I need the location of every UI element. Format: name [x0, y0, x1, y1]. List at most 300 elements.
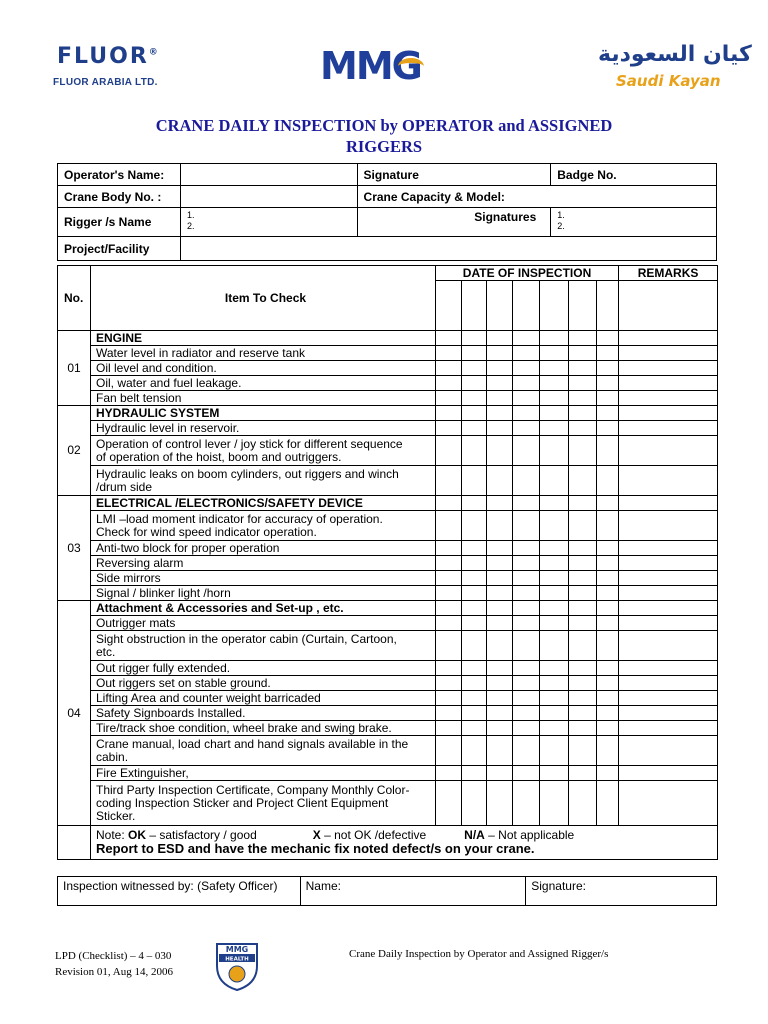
- inspection-day-cell[interactable]: [462, 601, 487, 616]
- inspection-day-cell[interactable]: [597, 736, 619, 766]
- inspection-day-cell[interactable]: [540, 511, 569, 541]
- inspection-day-cell[interactable]: [462, 766, 487, 781]
- inspection-day-cell[interactable]: [487, 766, 513, 781]
- inspection-day-cell[interactable]: [462, 706, 487, 721]
- svg-text:HEALTH: HEALTH: [225, 956, 249, 963]
- inspection-day-cell[interactable]: [540, 586, 569, 601]
- signature-label: Signature: [357, 164, 551, 186]
- remarks-cell[interactable]: [619, 466, 718, 496]
- inspection-day-cell[interactable]: [513, 661, 540, 676]
- inspection-day-cell[interactable]: [569, 361, 597, 376]
- inspection-day-cell[interactable]: [436, 706, 462, 721]
- inspection-day-cell[interactable]: [462, 541, 487, 556]
- inspection-day-cell[interactable]: [436, 406, 462, 421]
- inspection-day-cell[interactable]: [436, 601, 462, 616]
- inspection-day-cell[interactable]: [540, 781, 569, 826]
- inspection-day-cell[interactable]: [513, 496, 540, 511]
- inspection-day-cell[interactable]: [513, 736, 540, 766]
- checklist-item-line: Hydraulic leaks on boom cylinders, out riggers and winch: [96, 466, 399, 481]
- inspection-day-cell[interactable]: [597, 721, 619, 736]
- inspection-day-cell[interactable]: [597, 361, 619, 376]
- inspection-day-cell[interactable]: [597, 406, 619, 421]
- checklist-item: [91, 436, 436, 466]
- inspection-day-cell[interactable]: [513, 421, 540, 436]
- remarks-cell[interactable]: [619, 766, 718, 781]
- checklist-item-line: Out rigger fully extended.: [96, 660, 231, 675]
- inspection-day-cell[interactable]: [597, 586, 619, 601]
- inspection-day-cell[interactable]: [597, 541, 619, 556]
- inspection-day-cell[interactable]: [462, 376, 487, 391]
- inspection-day-cell[interactable]: [436, 571, 462, 586]
- inspection-day-cell[interactable]: [513, 406, 540, 421]
- remarks-cell[interactable]: [619, 361, 718, 376]
- inspection-day-cell[interactable]: [462, 466, 487, 496]
- inspection-day-cell[interactable]: [569, 436, 597, 466]
- inspection-day-cell[interactable]: [569, 631, 597, 661]
- witness-table: [57, 876, 717, 906]
- inspection-day-cell[interactable]: [513, 391, 540, 406]
- signatures-field[interactable]: 1. 2.: [551, 208, 717, 237]
- inspection-day-cell[interactable]: [462, 331, 487, 346]
- inspection-day-cell[interactable]: [436, 436, 462, 466]
- checklist-item-line: Crane manual, load chart and hand signals available in the: [96, 736, 409, 751]
- inspection-day-cell[interactable]: [436, 376, 462, 391]
- remarks-cell[interactable]: [619, 676, 718, 691]
- date-of-inspection-header: DATE OF INSPECTION: [436, 266, 619, 281]
- footer-doc-title: Crane Daily Inspection by Operator and Assigned Rigger/s: [349, 948, 609, 960]
- inspection-day-cell[interactable]: [436, 781, 462, 826]
- inspection-day-cell[interactable]: [597, 466, 619, 496]
- inspection-day-cell[interactable]: [436, 541, 462, 556]
- inspection-day-cell[interactable]: [436, 721, 462, 736]
- inspection-day-cell[interactable]: [569, 616, 597, 631]
- inspection-day-cell[interactable]: [436, 346, 462, 361]
- inspection-day-cell[interactable]: [597, 766, 619, 781]
- inspection-day-cell[interactable]: [597, 331, 619, 346]
- inspection-day-cell[interactable]: [513, 556, 540, 571]
- inspection-day-cell[interactable]: [597, 706, 619, 721]
- remarks-cell[interactable]: [619, 706, 718, 721]
- remarks-cell[interactable]: [619, 346, 718, 361]
- saudi-kayan-arabic-logo: كيان السعودية: [598, 42, 752, 67]
- remarks-cell[interactable]: [619, 781, 718, 826]
- inspection-day-cell[interactable]: [462, 571, 487, 586]
- inspection-day-cell[interactable]: [462, 781, 487, 826]
- inspection-day-cell[interactable]: [540, 571, 569, 586]
- inspection-day-cell[interactable]: [569, 496, 597, 511]
- inspection-day-cell[interactable]: [597, 691, 619, 706]
- inspection-day-cell[interactable]: [513, 361, 540, 376]
- inspection-day-cell[interactable]: [540, 436, 569, 466]
- crane-body-label: Crane Body No. :: [58, 186, 181, 208]
- inspection-day-cell[interactable]: [462, 661, 487, 676]
- inspection-day-cell[interactable]: [569, 376, 597, 391]
- inspection-day-cell[interactable]: [513, 511, 540, 541]
- inspection-day-cell[interactable]: [487, 631, 513, 661]
- inspection-day-cell[interactable]: [569, 281, 597, 331]
- checklist-item-line: Anti-two block for proper operation: [96, 540, 280, 555]
- section-title: ELECTRICAL /ELECTRONICS/SAFETY DEVICE: [91, 496, 436, 511]
- checklist-item: [91, 661, 436, 676]
- inspection-day-cell[interactable]: [487, 436, 513, 466]
- inspection-day-cell[interactable]: [569, 346, 597, 361]
- badge-no-label: Badge No.: [551, 164, 717, 186]
- checklist-item-line: Oil level and condition.: [96, 360, 217, 375]
- inspection-day-cell[interactable]: [436, 691, 462, 706]
- checklist-item-line: Sticker.: [96, 808, 136, 823]
- inspection-day-cell[interactable]: [487, 571, 513, 586]
- inspection-day-cell[interactable]: [540, 616, 569, 631]
- remarks-cell[interactable]: [619, 556, 718, 571]
- inspection-day-cell[interactable]: [436, 361, 462, 376]
- checklist-table: [57, 265, 718, 860]
- checklist-item-line: etc.: [96, 644, 116, 659]
- inspection-day-cell[interactable]: [462, 361, 487, 376]
- remarks-cell[interactable]: [619, 571, 718, 586]
- checklist-item-line: Tire/track shoe condition, wheel brake and swing brake.: [96, 720, 392, 735]
- checklist-item-line: cabin.: [96, 749, 129, 764]
- doc-ref: LPD (Checklist) – 4 – 030: [55, 950, 172, 962]
- inspection-day-cell[interactable]: [462, 421, 487, 436]
- inspection-day-cell[interactable]: [436, 736, 462, 766]
- checklist-item: [91, 736, 436, 766]
- witness-signature-field[interactable]: Signature:: [526, 877, 717, 906]
- inspection-day-cell[interactable]: [462, 391, 487, 406]
- inspection-day-cell[interactable]: [436, 511, 462, 541]
- inspection-day-cell[interactable]: [540, 601, 569, 616]
- checklist-item: [91, 706, 436, 721]
- remarks-cell[interactable]: [619, 661, 718, 676]
- inspection-day-cell[interactable]: [540, 391, 569, 406]
- revision: Revision 01, Aug 14, 2006: [55, 966, 173, 978]
- inspection-day-cell[interactable]: [597, 556, 619, 571]
- inspection-day-cell[interactable]: [462, 556, 487, 571]
- checklist-item: [91, 781, 436, 826]
- inspection-day-cell[interactable]: [487, 496, 513, 511]
- legend-line: Note: OK – satisfactory / good X – not OK /defective N/A – Not applicable: [96, 828, 575, 842]
- inspection-day-cell[interactable]: [513, 571, 540, 586]
- fluor-arabia-label: FLUOR ARABIA LTD.: [53, 77, 158, 88]
- inspection-day-cell[interactable]: [513, 281, 540, 331]
- inspection-day-cell[interactable]: [462, 631, 487, 661]
- inspection-day-cell[interactable]: [597, 511, 619, 541]
- remarks-cell[interactable]: [619, 721, 718, 736]
- inspection-day-cell[interactable]: [513, 436, 540, 466]
- inspection-day-cell[interactable]: [436, 331, 462, 346]
- operator-name-label: Operator's Name:: [58, 164, 181, 186]
- inspection-day-cell[interactable]: [487, 391, 513, 406]
- section-title: Attachment & Accessories and Set-up , etc.: [91, 601, 436, 616]
- inspection-day-cell[interactable]: [513, 676, 540, 691]
- inspection-day-cell[interactable]: [436, 676, 462, 691]
- inspection-day-cell[interactable]: [487, 616, 513, 631]
- inspection-day-cell[interactable]: [569, 661, 597, 676]
- inspection-day-cell[interactable]: [513, 616, 540, 631]
- inspection-day-cell[interactable]: [597, 391, 619, 406]
- checklist-item: [91, 466, 436, 496]
- inspection-day-cell[interactable]: [597, 281, 619, 331]
- checklist-item-line: Third Party Inspection Certificate, Company Monthly Color-: [96, 782, 410, 797]
- inspection-day-cell[interactable]: [487, 721, 513, 736]
- remarks-cell[interactable]: [619, 616, 718, 631]
- inspection-day-cell[interactable]: [436, 421, 462, 436]
- inspection-day-cell[interactable]: [513, 376, 540, 391]
- checklist-item: [91, 571, 436, 586]
- inspection-day-cell[interactable]: [540, 406, 569, 421]
- inspection-day-cell[interactable]: [513, 631, 540, 661]
- inspection-day-cell[interactable]: [436, 556, 462, 571]
- rigger-name-field[interactable]: 1. 2.: [180, 208, 357, 237]
- inspection-day-cell[interactable]: [462, 736, 487, 766]
- section-number: 01: [58, 331, 91, 406]
- inspection-day-cell[interactable]: [462, 616, 487, 631]
- inspection-day-cell[interactable]: [487, 541, 513, 556]
- inspection-day-cell[interactable]: [513, 586, 540, 601]
- witness-name-field[interactable]: Name:: [300, 877, 526, 906]
- inspection-day-cell[interactable]: [569, 721, 597, 736]
- inspection-day-cell[interactable]: [513, 721, 540, 736]
- inspection-day-cell[interactable]: [513, 331, 540, 346]
- col-item-header: Item To Check: [91, 266, 436, 331]
- remarks-cell[interactable]: [619, 376, 718, 391]
- inspection-day-cell[interactable]: [597, 601, 619, 616]
- inspection-day-cell[interactable]: [597, 781, 619, 826]
- inspection-day-cell[interactable]: [436, 766, 462, 781]
- checklist-item: [91, 691, 436, 706]
- mmg-logo: MMG: [320, 44, 421, 88]
- inspection-day-cell[interactable]: [462, 406, 487, 421]
- checklist-item-line: Hydraulic level in reservoir.: [96, 420, 240, 435]
- inspection-day-cell[interactable]: [569, 736, 597, 766]
- inspection-day-cell[interactable]: [569, 601, 597, 616]
- inspection-day-cell[interactable]: [487, 281, 513, 331]
- rigger-name-label: Rigger /s Name: [58, 208, 181, 237]
- remarks-cell[interactable]: [619, 586, 718, 601]
- inspection-day-cell[interactable]: [513, 466, 540, 496]
- inspection-day-cell[interactable]: [569, 571, 597, 586]
- checklist-item-line: Check for wind speed indicator operation.: [96, 524, 317, 539]
- inspection-day-cell[interactable]: [462, 281, 487, 331]
- inspection-day-cell[interactable]: [540, 331, 569, 346]
- project-field[interactable]: [180, 237, 716, 261]
- remarks-cell[interactable]: [619, 406, 718, 421]
- inspection-day-cell[interactable]: [540, 541, 569, 556]
- inspection-day-cell[interactable]: [540, 466, 569, 496]
- inspection-day-cell[interactable]: [540, 676, 569, 691]
- inspection-day-cell[interactable]: [540, 691, 569, 706]
- inspection-day-cell[interactable]: [597, 436, 619, 466]
- remarks-cell[interactable]: [619, 281, 718, 331]
- inspection-day-cell[interactable]: [540, 361, 569, 376]
- inspection-day-cell[interactable]: [540, 346, 569, 361]
- remarks-cell[interactable]: [619, 601, 718, 616]
- checklist-item: [91, 346, 436, 361]
- inspection-day-cell[interactable]: [513, 706, 540, 721]
- mmg-health-badge-icon: [213, 940, 261, 992]
- inspection-day-cell[interactable]: [487, 466, 513, 496]
- remarks-cell[interactable]: [619, 421, 718, 436]
- inspection-day-cell[interactable]: [569, 406, 597, 421]
- inspection-day-cell[interactable]: [462, 496, 487, 511]
- inspection-day-cell[interactable]: [597, 676, 619, 691]
- fluor-logo: FLUOR®: [57, 44, 160, 69]
- svg-text:MMG: MMG: [225, 945, 249, 954]
- inspection-day-cell[interactable]: [462, 436, 487, 466]
- inspection-day-cell[interactable]: [436, 281, 462, 331]
- inspection-day-cell[interactable]: [513, 541, 540, 556]
- inspection-day-cell[interactable]: [487, 376, 513, 391]
- checklist-item: [91, 391, 436, 406]
- inspection-day-cell[interactable]: [569, 466, 597, 496]
- inspection-day-cell[interactable]: [540, 421, 569, 436]
- section-title: ENGINE: [91, 331, 436, 346]
- inspection-day-cell[interactable]: [436, 586, 462, 601]
- inspection-day-cell[interactable]: [513, 346, 540, 361]
- section-number: 03: [58, 496, 91, 601]
- report-instruction: Report to ESD and have the mechanic fix noted defect/s on your crane.: [96, 841, 535, 856]
- inspection-day-cell[interactable]: [540, 496, 569, 511]
- inspection-day-cell[interactable]: [597, 496, 619, 511]
- inspection-day-cell[interactable]: [487, 511, 513, 541]
- inspection-day-cell[interactable]: [487, 556, 513, 571]
- inspection-day-cell[interactable]: [487, 691, 513, 706]
- inspection-day-cell[interactable]: [487, 706, 513, 721]
- inspection-day-cell[interactable]: [540, 661, 569, 676]
- section-title: HYDRAULIC SYSTEM: [91, 406, 436, 421]
- inspection-day-cell[interactable]: [462, 586, 487, 601]
- mmg-swoosh-icon: [398, 58, 424, 75]
- inspection-day-cell[interactable]: [569, 676, 597, 691]
- witnessed-by-label: Inspection witnessed by: (Safety Officer): [58, 877, 301, 906]
- inspection-day-cell[interactable]: [487, 361, 513, 376]
- remarks-cell[interactable]: [619, 391, 718, 406]
- remarks-cell[interactable]: [619, 436, 718, 466]
- inspection-day-cell[interactable]: [487, 406, 513, 421]
- inspection-day-cell[interactable]: [540, 631, 569, 661]
- notes-spacer: [58, 826, 91, 860]
- checklist-item: [91, 766, 436, 781]
- inspection-day-cell[interactable]: [487, 661, 513, 676]
- inspection-day-cell[interactable]: [597, 346, 619, 361]
- inspection-day-cell[interactable]: [462, 691, 487, 706]
- remarks-cell[interactable]: [619, 496, 718, 511]
- inspection-day-cell[interactable]: [540, 736, 569, 766]
- inspection-day-cell[interactable]: [436, 466, 462, 496]
- inspection-day-cell[interactable]: [540, 281, 569, 331]
- checklist-item-line: Safety Signboards Installed.: [96, 705, 246, 720]
- checklist-item: [91, 556, 436, 571]
- page-title: [100, 115, 668, 157]
- inspection-day-cell[interactable]: [569, 556, 597, 571]
- inspection-day-cell[interactable]: [597, 571, 619, 586]
- inspection-day-cell[interactable]: [436, 616, 462, 631]
- inspection-day-cell[interactable]: [513, 601, 540, 616]
- inspection-day-cell[interactable]: [569, 541, 597, 556]
- inspection-day-cell[interactable]: [513, 781, 540, 826]
- checklist-item: [91, 676, 436, 691]
- inspection-day-cell[interactable]: [436, 661, 462, 676]
- remarks-cell[interactable]: [619, 691, 718, 706]
- inspection-day-cell[interactable]: [540, 556, 569, 571]
- inspection-day-cell[interactable]: [487, 331, 513, 346]
- inspection-day-cell[interactable]: [436, 496, 462, 511]
- checklist-item-line: Outrigger mats: [96, 615, 176, 630]
- inspection-day-cell[interactable]: [436, 631, 462, 661]
- inspection-day-cell[interactable]: [569, 421, 597, 436]
- inspection-day-cell[interactable]: [487, 601, 513, 616]
- inspection-day-cell[interactable]: [513, 691, 540, 706]
- title-line-2: RIGGERS: [345, 137, 423, 156]
- crane-body-field[interactable]: [180, 186, 357, 208]
- inspection-day-cell[interactable]: [597, 616, 619, 631]
- inspection-day-cell[interactable]: [487, 346, 513, 361]
- inspection-day-cell[interactable]: [462, 676, 487, 691]
- inspection-day-cell[interactable]: [462, 511, 487, 541]
- checklist-item: [91, 511, 436, 541]
- inspection-day-cell[interactable]: [597, 661, 619, 676]
- inspection-day-cell[interactable]: [569, 511, 597, 541]
- remarks-cell[interactable]: [619, 331, 718, 346]
- checklist-item: [91, 421, 436, 436]
- inspection-day-cell[interactable]: [540, 706, 569, 721]
- checklist-item-line: Fire Extinguisher,: [96, 765, 189, 780]
- inspection-day-cell[interactable]: [462, 346, 487, 361]
- checklist-item-line: LMI –load moment indicator for accuracy of operation.: [96, 511, 383, 526]
- checklist-item: [91, 376, 436, 391]
- inspection-day-cell[interactable]: [540, 376, 569, 391]
- checklist-item-line: Sight obstruction in the operator cabin (Curtain, Cartoon,: [96, 631, 397, 646]
- checklist-item: [91, 616, 436, 631]
- inspection-day-cell[interactable]: [513, 766, 540, 781]
- inspection-day-cell[interactable]: [487, 736, 513, 766]
- checklist-item-line: Out riggers set on stable ground.: [96, 675, 271, 690]
- inspection-day-cell[interactable]: [597, 421, 619, 436]
- inspection-day-cell[interactable]: [487, 676, 513, 691]
- remarks-cell[interactable]: [619, 631, 718, 661]
- remarks-cell[interactable]: [619, 541, 718, 556]
- inspection-day-cell[interactable]: [540, 721, 569, 736]
- checklist-item-line: Operation of control lever / joy stick for different sequence: [96, 436, 403, 451]
- project-label: Project/Facility: [58, 237, 181, 261]
- inspection-day-cell[interactable]: [540, 766, 569, 781]
- checklist-item-line: Oil, water and fuel leakage.: [96, 375, 242, 390]
- inspection-day-cell[interactable]: [569, 691, 597, 706]
- remarks-cell[interactable]: [619, 736, 718, 766]
- checklist-item-line: Signal / blinker light /horn: [96, 585, 231, 600]
- checklist-item-line: /drum side: [96, 479, 153, 494]
- operator-name-field[interactable]: [180, 164, 357, 186]
- crane-capacity-label: Crane Capacity & Model:: [357, 186, 716, 208]
- remarks-header: REMARKS: [619, 266, 718, 281]
- inspection-day-cell[interactable]: [436, 391, 462, 406]
- inspection-day-cell[interactable]: [487, 421, 513, 436]
- inspection-day-cell[interactable]: [569, 781, 597, 826]
- inspection-day-cell[interactable]: [569, 706, 597, 721]
- inspection-day-cell[interactable]: [487, 586, 513, 601]
- notes-cell: [91, 826, 718, 860]
- saudi-kayan-logo: Saudi Kayan: [616, 72, 721, 90]
- inspection-day-cell[interactable]: [569, 391, 597, 406]
- inspection-day-cell[interactable]: [597, 376, 619, 391]
- checklist-item: [91, 361, 436, 376]
- inspection-day-cell[interactable]: [569, 586, 597, 601]
- inspection-day-cell[interactable]: [597, 631, 619, 661]
- inspection-day-cell[interactable]: [462, 721, 487, 736]
- inspection-day-cell[interactable]: [569, 331, 597, 346]
- inspection-day-cell[interactable]: [569, 766, 597, 781]
- inspection-day-cell[interactable]: [487, 781, 513, 826]
- remarks-cell[interactable]: [619, 511, 718, 541]
